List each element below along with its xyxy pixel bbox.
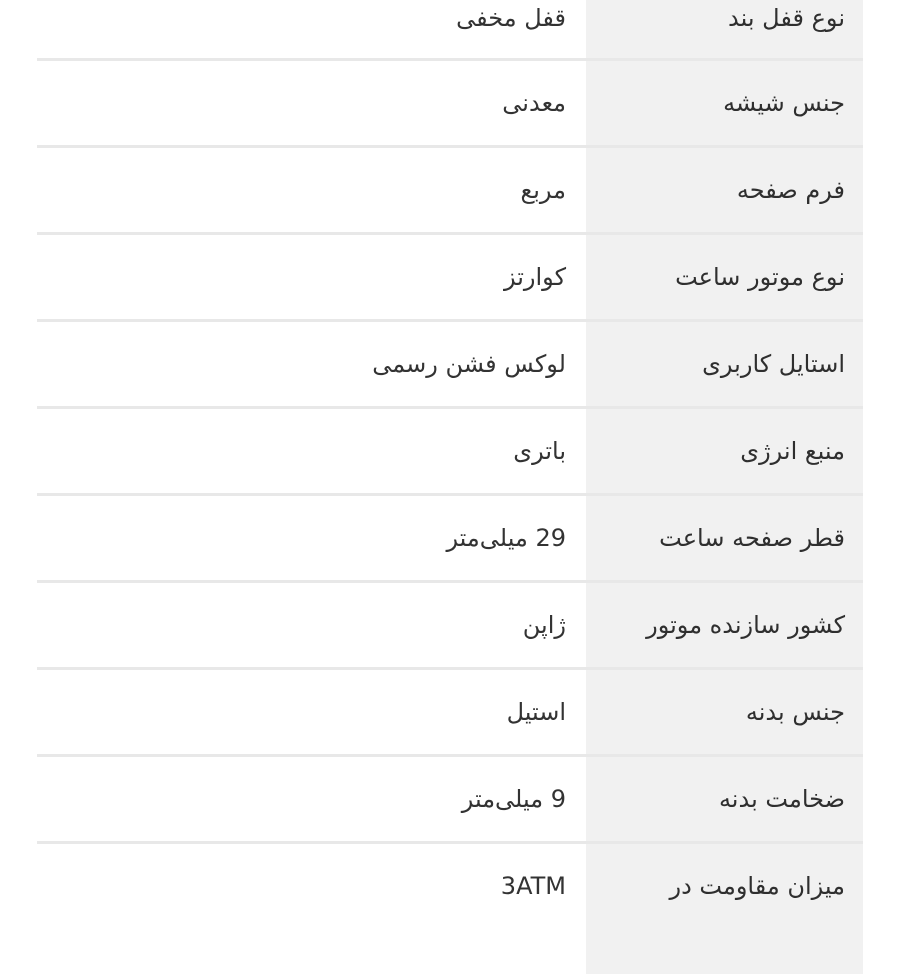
spec-value: مربع	[520, 176, 566, 204]
spec-label: کشور سازنده موتور	[586, 583, 863, 667]
spec-row-clasp-type	[37, 0, 863, 61]
spec-value: قفل مخفی	[456, 4, 566, 32]
spec-label: استایل کاربری	[586, 322, 863, 406]
spec-label: جنس بدنه	[586, 670, 863, 754]
spec-value: 29 میلی‌متر	[446, 524, 566, 552]
spec-row-movement-origin	[37, 583, 863, 670]
spec-value: 3ATM	[500, 872, 566, 900]
spec-value: کوارتز	[503, 263, 566, 291]
spec-label: نوع موتور ساعت	[586, 235, 863, 319]
spec-row-water-resistance	[37, 844, 863, 974]
spec-label: جنس شیشه	[586, 61, 863, 145]
spec-label: قطر صفحه ساعت	[586, 496, 863, 580]
spec-label: نوع قفل بند	[586, 0, 863, 58]
spec-row-case-thickness	[37, 757, 863, 844]
spec-value: 9 میلی‌متر	[461, 785, 566, 813]
spec-value: باتری	[513, 437, 566, 465]
spec-row-case-material	[37, 670, 863, 757]
spec-value: لوکس فشن رسمی	[372, 350, 566, 378]
spec-row-movement-type	[37, 235, 863, 322]
spec-row-dial-shape	[37, 148, 863, 235]
spec-row-glass-material	[37, 61, 863, 148]
spec-label: ضخامت بدنه	[586, 757, 863, 841]
spec-label: فرم صفحه	[586, 148, 863, 232]
spec-row-dial-diameter	[37, 496, 863, 583]
spec-value: استیل	[506, 698, 566, 726]
spec-value: معدنی	[502, 89, 566, 117]
spec-value: ژاپن	[522, 611, 566, 639]
spec-label: منبع انرژی	[586, 409, 863, 493]
spec-label: میزان مقاومت در	[586, 844, 863, 974]
spec-row-style	[37, 322, 863, 409]
spec-row-power-source	[37, 409, 863, 496]
specifications-table	[37, 0, 863, 974]
